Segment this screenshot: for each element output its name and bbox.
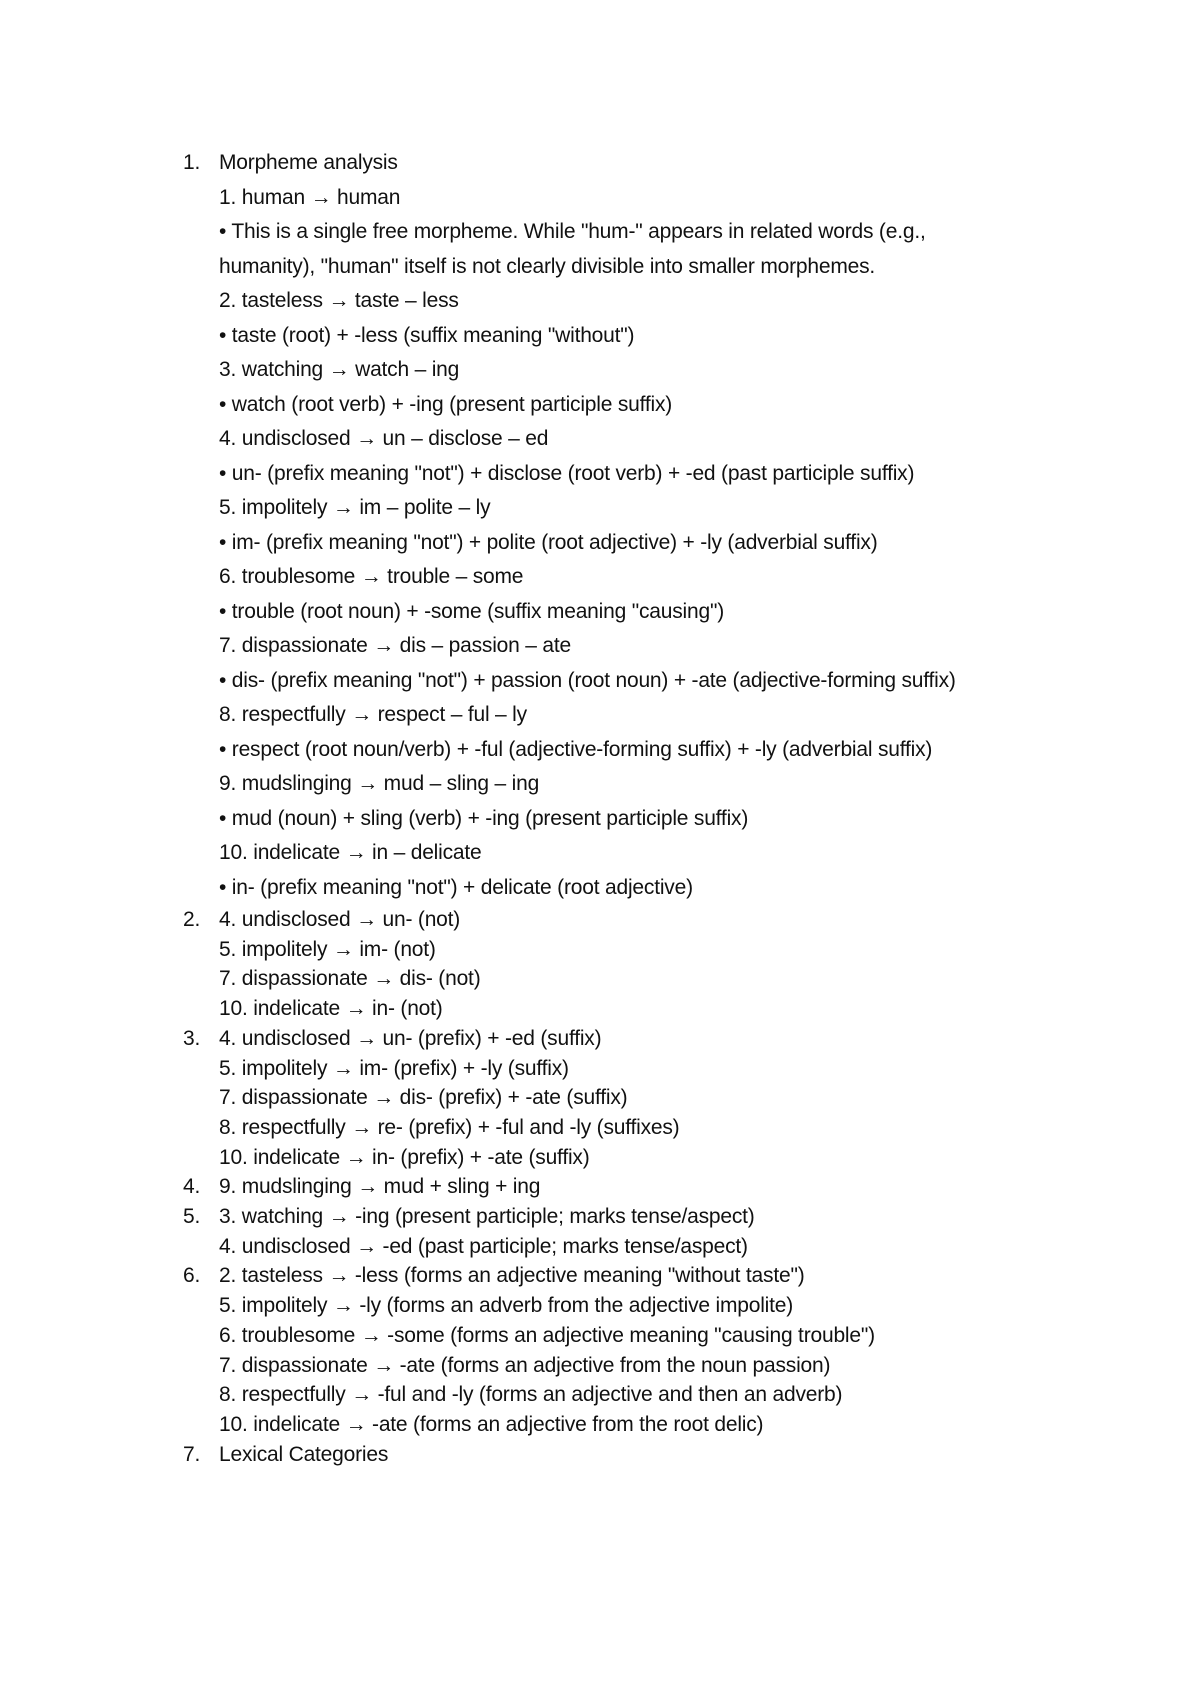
text-line: 9. mudslinging → mud – sling – ing xyxy=(219,772,540,795)
list-item-content xyxy=(219,1024,679,1173)
text-line: 7. dispassionate → dis – passion – ate xyxy=(219,634,571,657)
list-item-content xyxy=(219,905,481,1024)
text-line: 10. indelicate → in- (not) xyxy=(219,997,443,1021)
text-line: 10. indelicate → in – delicate xyxy=(219,841,482,864)
list-number: 1. xyxy=(183,151,201,174)
numbered-list xyxy=(183,146,1083,1469)
list-item-content xyxy=(219,1440,388,1470)
text-line: • dis- (prefix meaning "not") + passion (root noun) + -ate (adjective-forming suffix) xyxy=(219,668,956,692)
section-heading: Morpheme analysis xyxy=(219,151,398,174)
text-line: 9. mudslinging → mud + sling + ing xyxy=(219,1175,541,1199)
list-number: 3. xyxy=(183,1026,201,1050)
text-line: 4. undisclosed → un- (not) xyxy=(219,908,461,931)
list-number: 2. xyxy=(183,908,201,931)
list-number: 5. xyxy=(183,1205,201,1229)
text-line: 4. undisclosed → -ed (past participle; marks tense/aspect) xyxy=(219,1234,748,1258)
list-number: 6. xyxy=(183,1264,201,1288)
text-line: • in- (prefix meaning "not") + delicate (root adjective) xyxy=(219,875,693,899)
list-item-7 xyxy=(183,1440,1083,1470)
list-item-content xyxy=(219,1202,755,1261)
text-line: 5. impolitely → -ly (forms an adverb from the adjective impolite) xyxy=(219,1294,794,1318)
text-line: • im- (prefix meaning "not") + polite (root adjective) + -ly (adverbial suffix) xyxy=(219,530,878,554)
list-item-4 xyxy=(183,1172,1083,1202)
text-line: • watch (root verb) + -ing (present participle suffix) xyxy=(219,392,673,416)
text-line: • trouble (root noun) + -some (suffix meaning "causing") xyxy=(219,599,725,623)
text-line: 4. undisclosed → un- (prefix) + -ed (suffix) xyxy=(219,1026,602,1050)
text-line: • taste (root) + -less (suffix meaning "without") xyxy=(219,323,635,347)
list-item-content xyxy=(219,1261,875,1439)
text-line: 1. human → human xyxy=(219,185,401,209)
text-line: 8. respectfully → respect – ful – ly xyxy=(219,703,527,726)
text-line: humanity), "human" itself is not clearly divisible into smaller morphemes. xyxy=(219,254,876,278)
text-line: 2. tasteless → -less (forms an adjective meaning "without taste") xyxy=(219,1264,805,1288)
text-line: 5. impolitely → im – polite – ly xyxy=(219,496,491,519)
text-line: • respect (root noun/verb) + -ful (adjective-forming suffix) + -ly (adverbial suffix) xyxy=(219,737,933,761)
list-item-3 xyxy=(183,1024,1083,1173)
text-line: 3. watching → -ing (present participle; marks tense/aspect) xyxy=(219,1205,755,1229)
text-line: 6. troublesome → trouble – some xyxy=(219,565,524,588)
list-item-6 xyxy=(183,1261,1083,1439)
text-line: • mud (noun) + sling (verb) + -ing (present participle suffix) xyxy=(219,806,749,830)
text-line: 5. impolitely → im- (prefix) + -ly (suffix) xyxy=(219,1056,569,1080)
text-line: 5. impolitely → im- (not) xyxy=(219,937,436,961)
text-line: 10. indelicate → in- (prefix) + -ate (suffix) xyxy=(219,1145,590,1169)
text-line: 2. tasteless → taste – less xyxy=(219,289,459,312)
text-line: 7. dispassionate → dis- (not) xyxy=(219,967,481,991)
list-item-content xyxy=(219,146,956,905)
section-heading: Lexical Categories xyxy=(219,1442,389,1466)
list-number: 7. xyxy=(183,1442,201,1466)
text-line: 4. undisclosed → un – disclose – ed xyxy=(219,427,549,450)
text-line: 6. troublesome → -some (forms an adjective meaning "causing trouble") xyxy=(219,1323,875,1347)
text-line: 7. dispassionate → dis- (prefix) + -ate (suffix) xyxy=(219,1086,628,1110)
list-item-content xyxy=(219,1172,540,1202)
text-line: 8. respectfully → re- (prefix) + -ful and -ly (suffixes) xyxy=(219,1115,680,1139)
text-line: • un- (prefix meaning "not") + disclose (root verb) + -ed (past participle suffix) xyxy=(219,461,915,485)
list-item-5 xyxy=(183,1202,1083,1261)
list-item-2 xyxy=(183,905,1083,1024)
list-item-1 xyxy=(183,146,1083,905)
text-line: 8. respectfully → -ful and -ly (forms an adjective and then an adverb) xyxy=(219,1383,843,1407)
text-line: 10. indelicate → -ate (forms an adjective from the root delic) xyxy=(219,1412,764,1436)
list-number: 4. xyxy=(183,1175,201,1199)
text-line: 7. dispassionate → -ate (forms an adjective from the noun passion) xyxy=(219,1353,831,1377)
text-line: 3. watching → watch – ing xyxy=(219,358,460,381)
text-line: • This is a single free morpheme. While "hum-" appears in related words (e.g., xyxy=(219,220,926,243)
